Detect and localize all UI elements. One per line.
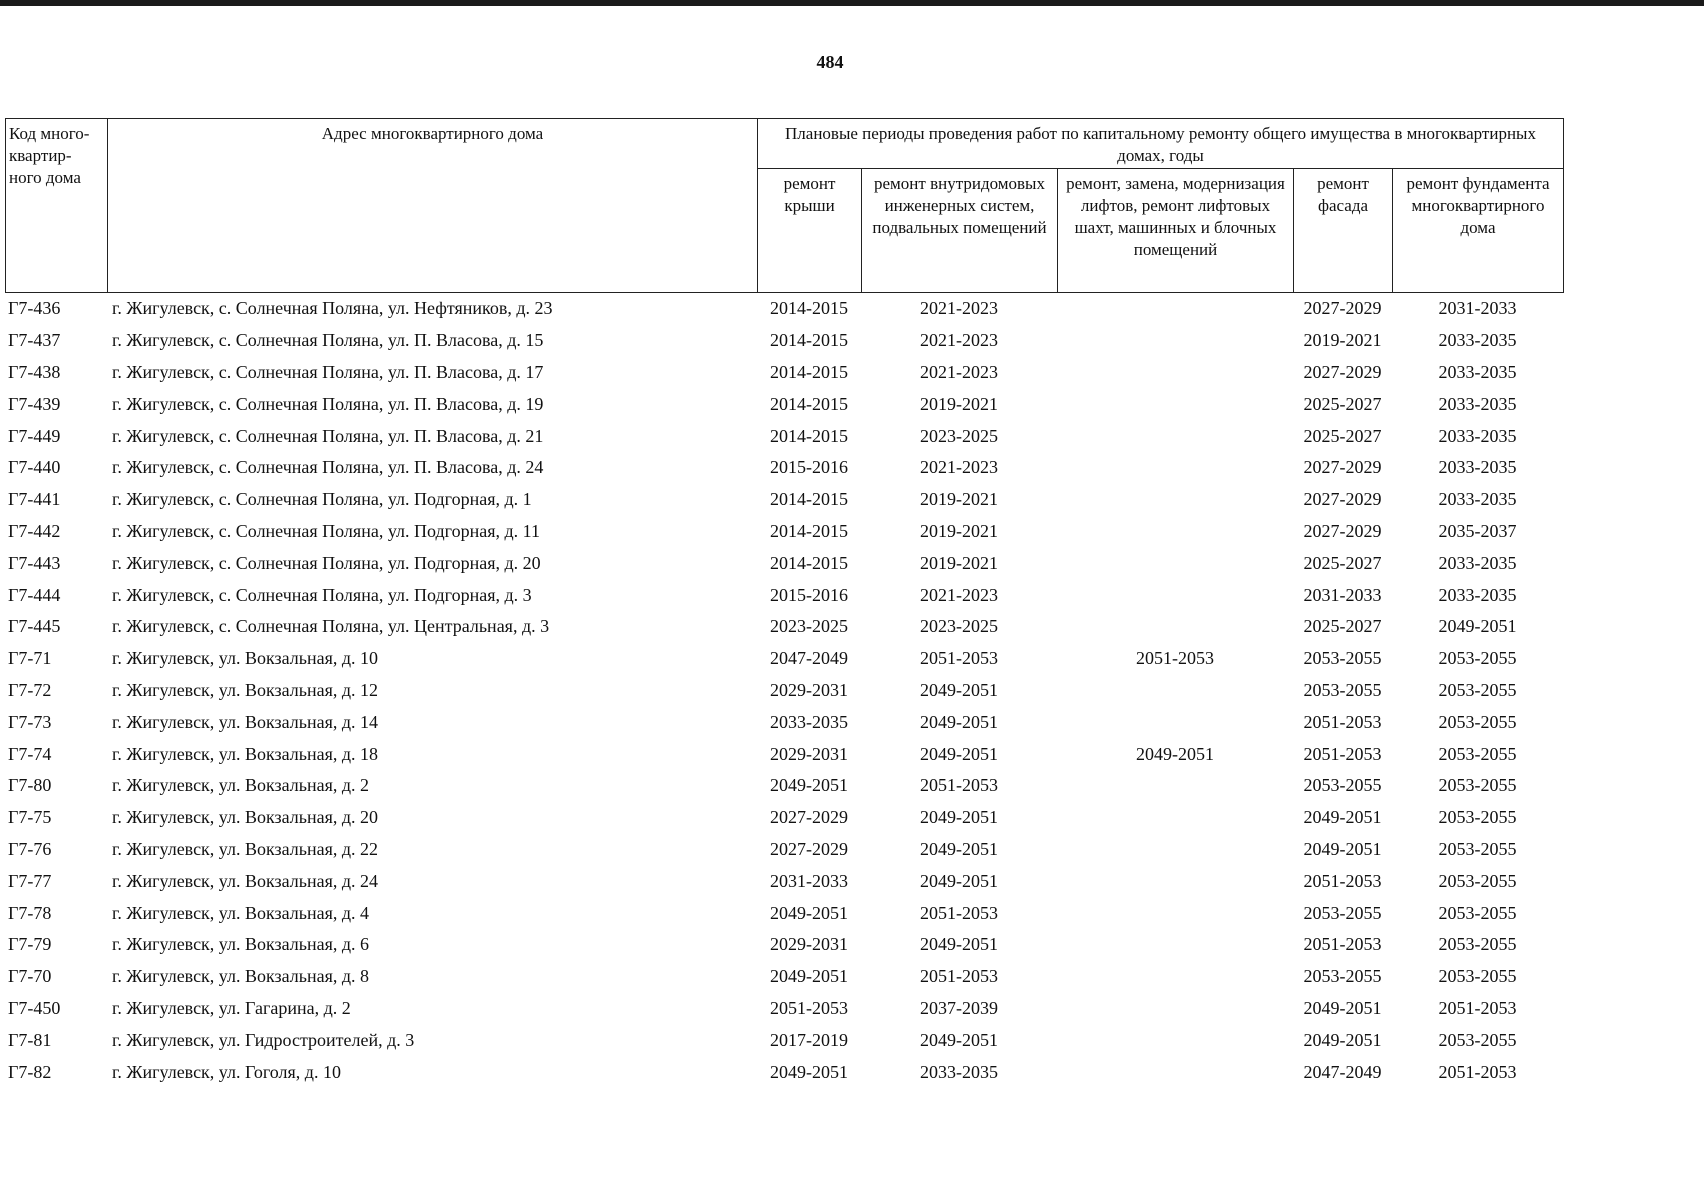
cell-engineering: 2051-2053 [920,648,998,669]
cell-code: Г7-440 [8,457,61,478]
cell-foundation: 2053-2055 [1438,902,1517,923]
cell-address: г. Жигулевск, с. Солнечная Поляна, ул. П. Власова, д. 19 [112,393,544,414]
cell-engineering: 2049-2051 [920,934,998,955]
cell-facade: 2049-2051 [1303,838,1382,859]
cell-roof: 2014-2015 [770,393,848,414]
cell-engineering: 2019-2021 [920,520,998,541]
table-row [5,388,1563,420]
table-row [5,420,1563,452]
cell-elevators [1057,706,1293,738]
cell-roof: 2014-2015 [770,489,848,510]
cell-code: Г7-71 [8,648,52,669]
cell-address: г. Жигулевск, с. Солнечная Поляна, ул. Нефтяников, д. 23 [112,298,553,319]
cell-code: Г7-442 [8,520,61,541]
cell-code: Г7-449 [8,425,61,446]
cell-facade: 2025-2027 [1303,616,1382,637]
cell-elevators [1057,357,1293,389]
table-row [5,452,1563,484]
cell-code: Г7-72 [8,679,52,700]
cell-facade: 2049-2051 [1303,807,1382,828]
cell-engineering: 2049-2051 [920,1029,998,1050]
cell-foundation: 2031-2033 [1438,298,1517,319]
cell-roof: 2049-2051 [770,1061,848,1082]
cell-facade: 2049-2051 [1303,1029,1382,1050]
cell-engineering: 2049-2051 [920,838,998,859]
cell-foundation: 2053-2055 [1438,1029,1517,1050]
cell-facade: 2025-2027 [1303,425,1382,446]
cell-engineering: 2021-2023 [920,457,998,478]
cell-elevators [1057,834,1293,866]
cell-foundation: 2033-2035 [1438,457,1517,478]
cell-elevators [1057,293,1293,325]
cell-roof: 2015-2016 [770,584,848,605]
cell-code: Г7-443 [8,552,61,573]
cell-roof: 2049-2051 [770,966,848,987]
cell-foundation: 2033-2035 [1438,425,1517,446]
cell-facade: 2027-2029 [1303,298,1382,319]
table-row [5,738,1563,770]
cell-elevators [1057,420,1293,452]
cell-code: Г7-450 [8,997,61,1018]
cell-elevators [1057,579,1293,611]
cell-engineering: 2051-2053 [920,902,998,923]
table-row [5,325,1563,357]
cell-foundation: 2051-2053 [1438,997,1517,1018]
table-row [5,834,1563,866]
cell-engineering: 2049-2051 [920,743,998,764]
cell-engineering: 2021-2023 [920,584,998,605]
cell-address: г. Жигулевск, ул. Вокзальная, д. 22 [112,838,379,859]
cell-elevators [1057,961,1293,993]
table-row [5,1024,1563,1056]
column-header-elevators: ремонт, замена, модернизация лифтов, ремонт лифтовых шахт, машинных и блочных помещений [1058,169,1294,293]
cell-roof: 2033-2035 [770,711,848,732]
cell-facade: 2051-2053 [1303,711,1382,732]
cell-facade: 2051-2053 [1303,743,1382,764]
top-border-rule [0,0,1704,6]
cell-code: Г7-82 [8,1061,52,1082]
cell-foundation: 2049-2051 [1438,616,1517,637]
cell-foundation: 2053-2055 [1438,775,1517,796]
cell-foundation: 2053-2055 [1438,966,1517,987]
cell-facade: 2053-2055 [1303,966,1382,987]
cell-engineering: 2023-2025 [920,616,998,637]
cell-engineering: 2033-2035 [920,1061,998,1082]
cell-code: Г7-444 [8,584,61,605]
cell-roof: 2015-2016 [770,457,848,478]
cell-foundation: 2053-2055 [1438,679,1517,700]
column-header-roof: ремонт крыши [758,169,862,293]
cell-address: г. Жигулевск, ул. Вокзальная, д. 18 [112,743,379,764]
cell-code: Г7-74 [8,743,52,764]
cell-foundation: 2033-2035 [1438,584,1517,605]
cell-facade: 2031-2033 [1303,584,1382,605]
cell-foundation: 2053-2055 [1438,870,1517,891]
cell-code: Г7-437 [8,330,61,351]
cell-address: г. Жигулевск, с. Солнечная Поляна, ул. Подгорная, д. 3 [112,584,532,605]
cell-facade: 2027-2029 [1303,457,1382,478]
cell-roof: 2023-2025 [770,616,848,637]
cell-roof: 2047-2049 [770,648,848,669]
cell-elevators [1057,452,1293,484]
cell-foundation: 2053-2055 [1438,743,1517,764]
table-row [5,802,1563,834]
cell-foundation: 2033-2035 [1438,361,1517,382]
column-header-address: Адрес многоквартирного дома [108,119,758,293]
cell-foundation: 2033-2035 [1438,489,1517,510]
table-row [5,897,1563,929]
cell-elevators: 2049-2051 [1136,743,1214,764]
cell-facade: 2053-2055 [1303,775,1382,796]
cell-elevators [1057,484,1293,516]
cell-address: г. Жигулевск, ул. Вокзальная, д. 12 [112,679,379,700]
cell-code: Г7-436 [8,298,61,319]
cell-address: г. Жигулевск, с. Солнечная Поляна, ул. П. Власова, д. 24 [112,457,544,478]
table-row [5,293,1563,325]
column-group-header-periods: Плановые периоды проведения работ по капитальному ремонту общего имущества в многоквартирных домах, годы [758,119,1564,169]
cell-address: г. Жигулевск, с. Солнечная Поляна, ул. Подгорная, д. 20 [112,552,541,573]
page-number: 484 [816,52,844,72]
cell-address: г. Жигулевск, с. Солнечная Поляна, ул. П. Власова, д. 15 [112,330,544,351]
cell-roof: 2051-2053 [770,997,848,1018]
table-row [5,611,1563,643]
column-header-code: Код много- квартир- ного дома [6,119,108,293]
cell-address: г. Жигулевск, ул. Гагарина, д. 2 [112,997,351,1018]
table-row [5,993,1563,1025]
cell-engineering: 2021-2023 [920,298,998,319]
cell-roof: 2014-2015 [770,552,848,573]
cell-elevators [1057,802,1293,834]
cell-code: Г7-73 [8,711,52,732]
cell-engineering: 2019-2021 [920,393,998,414]
cell-address: г. Жигулевск, ул. Гидростроителей, д. 3 [112,1029,415,1050]
table-row [5,929,1563,961]
cell-engineering: 2021-2023 [920,361,998,382]
cell-engineering: 2023-2025 [920,425,998,446]
column-header-foundation: ремонт фундамента многоквартирного дома [1393,169,1564,293]
cell-elevators [1057,516,1293,548]
cell-engineering: 2019-2021 [920,489,998,510]
cell-address: г. Жигулевск, ул. Вокзальная, д. 10 [112,648,379,669]
cell-facade: 2053-2055 [1303,679,1382,700]
cell-facade: 2025-2027 [1303,552,1382,573]
cell-engineering: 2021-2023 [920,330,998,351]
cell-roof: 2049-2051 [770,902,848,923]
cell-code: Г7-445 [8,616,61,637]
cell-elevators [1057,1024,1293,1056]
cell-facade: 2025-2027 [1303,393,1382,414]
cell-elevators [1057,325,1293,357]
data-table [5,293,1563,1088]
cell-address: г. Жигулевск, с. Солнечная Поляна, ул. Центральная, д. 3 [112,616,550,637]
cell-code: Г7-438 [8,361,61,382]
cell-code: Г7-78 [8,902,52,923]
cell-roof: 2027-2029 [770,807,848,828]
cell-address: г. Жигулевск, с. Солнечная Поляна, ул. Подгорная, д. 11 [112,520,540,541]
cell-roof: 2049-2051 [770,775,848,796]
cell-code: Г7-70 [8,966,52,987]
cell-foundation: 2053-2055 [1438,934,1517,955]
cell-address: г. Жигулевск, с. Солнечная Поляна, ул. П. Власова, д. 21 [112,425,544,446]
cell-address: г. Жигулевск, ул. Гоголя, д. 10 [112,1061,341,1082]
cell-engineering: 2049-2051 [920,679,998,700]
cell-roof: 2014-2015 [770,425,848,446]
cell-foundation: 2033-2035 [1438,552,1517,573]
cell-foundation: 2051-2053 [1438,1061,1517,1082]
cell-address: г. Жигулевск, ул. Вокзальная, д. 20 [112,807,379,828]
cell-elevators [1057,1056,1293,1088]
cell-foundation: 2035-2037 [1438,520,1517,541]
cell-roof: 2029-2031 [770,679,848,700]
cell-elevators [1057,897,1293,929]
cell-address: г. Жигулевск, ул. Вокзальная, д. 4 [112,902,370,923]
cell-facade: 2051-2053 [1303,870,1382,891]
table-row [5,579,1563,611]
cell-elevators: 2051-2053 [1136,648,1214,669]
cell-facade: 2027-2029 [1303,489,1382,510]
cell-code: Г7-79 [8,934,52,955]
table-row [5,675,1563,707]
cell-roof: 2029-2031 [770,934,848,955]
table-row [5,357,1563,389]
cell-roof: 2017-2019 [770,1029,848,1050]
cell-code: Г7-75 [8,807,52,828]
cell-elevators [1057,865,1293,897]
table-row [5,547,1563,579]
table-row [5,706,1563,738]
cell-engineering: 2049-2051 [920,711,998,732]
cell-foundation: 2053-2055 [1438,807,1517,828]
cell-engineering: 2051-2053 [920,775,998,796]
cell-engineering: 2049-2051 [920,807,998,828]
cell-facade: 2047-2049 [1303,1061,1382,1082]
cell-elevators [1057,611,1293,643]
cell-address: г. Жигулевск, с. Солнечная Поляна, ул. П. Власова, д. 17 [112,361,544,382]
cell-foundation: 2033-2035 [1438,330,1517,351]
cell-facade: 2053-2055 [1303,648,1382,669]
table-row [5,516,1563,548]
cell-foundation: 2053-2055 [1438,648,1517,669]
cell-engineering: 2051-2053 [920,966,998,987]
cell-address: г. Жигулевск, ул. Вокзальная, д. 14 [112,711,379,732]
cell-roof: 2014-2015 [770,330,848,351]
cell-code: Г7-439 [8,393,61,414]
cell-roof: 2031-2033 [770,870,848,891]
table-header [5,118,1564,293]
cell-address: г. Жигулевск, ул. Вокзальная, д. 2 [112,775,370,796]
cell-facade: 2049-2051 [1303,997,1382,1018]
cell-facade: 2019-2021 [1303,330,1382,351]
cell-elevators [1057,388,1293,420]
table-row [5,961,1563,993]
cell-facade: 2053-2055 [1303,902,1382,923]
cell-roof: 2014-2015 [770,298,848,319]
cell-address: г. Жигулевск, ул. Вокзальная, д. 8 [112,966,370,987]
cell-roof: 2027-2029 [770,838,848,859]
cell-code: Г7-81 [8,1029,52,1050]
table-row [5,484,1563,516]
cell-facade: 2027-2029 [1303,520,1382,541]
cell-code: Г7-76 [8,838,52,859]
cell-code: Г7-441 [8,489,61,510]
cell-engineering: 2037-2039 [920,997,998,1018]
column-header-engineering: ремонт внутридомовых инженерных систем, подвальных помещений [862,169,1058,293]
table-row [5,1056,1563,1088]
cell-address: г. Жигулевск, ул. Вокзальная, д. 6 [112,934,370,955]
cell-code: Г7-77 [8,870,52,891]
cell-elevators [1057,770,1293,802]
table-row [5,770,1563,802]
cell-elevators [1057,929,1293,961]
cell-facade: 2051-2053 [1303,934,1382,955]
cell-address: г. Жигулевск, ул. Вокзальная, д. 24 [112,870,379,891]
cell-facade: 2027-2029 [1303,361,1382,382]
cell-roof: 2014-2015 [770,520,848,541]
cell-engineering: 2049-2051 [920,870,998,891]
cell-elevators [1057,675,1293,707]
cell-code: Г7-80 [8,775,52,796]
cell-engineering: 2019-2021 [920,552,998,573]
cell-roof: 2029-2031 [770,743,848,764]
cell-elevators [1057,547,1293,579]
cell-foundation: 2053-2055 [1438,711,1517,732]
cell-foundation: 2033-2035 [1438,393,1517,414]
cell-foundation: 2053-2055 [1438,838,1517,859]
cell-address: г. Жигулевск, с. Солнечная Поляна, ул. Подгорная, д. 1 [112,489,532,510]
table-row [5,865,1563,897]
column-header-facade: ремонт фасада [1294,169,1393,293]
cell-roof: 2014-2015 [770,361,848,382]
table-row [5,643,1563,675]
cell-elevators [1057,993,1293,1025]
